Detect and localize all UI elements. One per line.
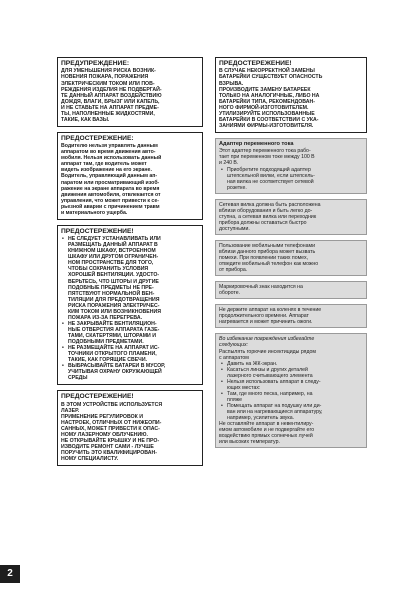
adapter-title: Адаптер переменного тока (219, 140, 294, 147)
damage-text: Распылять горючие инсектициды рядом с аппаратом (219, 348, 316, 361)
list-item: • Там, где много песка, например, на пляже (227, 391, 363, 403)
list-item: • Помещать аппарат на подушку или ди- ван или на нагревающиеся аппаратуру, например, усилитель звука. (227, 403, 363, 421)
phones-text: Пользование мобильными телефонами вблизи данного прибора может вызвать помехи. При появлении таких помех, отведите мобильный телефон как можно от прибора. (219, 242, 319, 274)
list-item: • ВЫБРАСЫВАЙТЕ БАТАРЕИ В МУСОР, УЧИТЫВАЯ ОХРАНУ ОКРУЖАЮЩЕЙ СРЕДЫ (68, 363, 199, 381)
caution-driver-box (57, 132, 203, 220)
list-item: • НЕ СЛЕДУЕТ УСТАНАВЛИВАТЬ ИЛИ РАЗМЕЩАТЬ ДАННЫЙ АППАРАТ В КНИЖНОМ ШКАФУ, ВСТРОЕННОМ ШКАФУ ИЛИ ДРУГОМ ОГРАНИЧЕН- НОМ ПРОСТРАНСТВЕ ДЛЯ ТОГО, ЧТОБЫ СОХРАНИТЬ УСЛОВИЯ ХОРОШЕЙ ВЕНТИЛЯЦИИ. УДОСТО- ВЕРЬТЕСЬ, ЧТО ШТОРЫ И ДРУГИЕ ПОДОБНЫЕ ПРЕДМЕТЫ НЕ ПРЕ- ПЯТСТВУЮТ НОРМАЛЬНОЙ ВЕН- ТИЛЯЦИИ ДЛЯ ПРЕДОТВРАЩЕНИЯ РИСКА ПОРАЖЕНИЯ ЭЛЕКТРИЧЕС- КИМ ТОКОМ ИЛИ ВОЗНИКНОВЕНИЯ ПОЖАРА ИЗ-ЗА ПЕРЕГРЕВА. (68, 236, 199, 321)
lap-text: Не держите аппарат на коленях в течение продолжительного времени. Аппарат нагревается и может причинить ожоги. (219, 307, 322, 326)
warning-text: ДЛЯ УМЕНЬШЕНИЯ РИСКА ВОЗНИК- НОВЕНИЯ ПОЖАРА, ПОРАЖЕНИЯ ЭЛЕКТРИЧЕСКИМ ТОКОМ ИЛИ ПОВ- РЕЖДЕНИЯ ИЗДЕЛИЯ НЕ ПОДВЕРГАЙ- ТЕ ДАННЫЙ АППАРАТ ВОЗДЕЙСТВИЮ ДОЖДЯ, ВЛАГИ, БРЫЗГ ИЛИ КАПЕЛЬ, И НЕ СТАВЬТЕ НА АППАРАТ ПРЕДМЕ- ТЫ, НАПОЛНЕННЫЕ ЖИДКОСТЯМИ, ТАКИЕ, КАК ВАЗЫ. (61, 68, 162, 123)
right-column (215, 57, 367, 453)
caution-title: ПРЕДОСТЕРЕЖЕНИЕ! (61, 227, 134, 235)
list-item: • НЕ РАЗМЕЩАЙТЕ НА АППАРАТ ИС- ТОЧНИКИ ОТКРЫТОГО ПЛАМЕНИ, ТАКИЕ, КАК ГОРЯЩИЕ СВЕЧИ. (68, 345, 199, 363)
adapter-text: Этот адаптер переменного тока рабо- тает при переменном токе между 100 В и 240 В. (219, 148, 315, 167)
caution-title: ПРЕДОСТЕРЕЖЕНИЕ: (61, 134, 134, 142)
page-number: 2 (0, 565, 20, 583)
caution-text: В ЭТОМ УСТРОЙСТВЕ ИСПОЛЬЗУЕТСЯ ЛАЗЕР. ПРИМЕНЕНИЕ РЕГУЛИРОВОК И НАСТРОЕК, ОТЛИЧНЫХ ОТ НИЖЕОПИ- САННЫХ, МОЖЕТ ПРИВЕСТИ К ОПАС- НОМУ ЛАЗЕРНОМУ ОБЛУЧЕНИЮ. НЕ ОТКРЫВАЙТЕ КРЫШКУ И НЕ ПРО- ИЗВОДИТЕ РЕМОНТ САМИ - ЛУЧШЕ ПОРУЧИТЬ ЭТО КВАЛИФИЦИРОВАН- НОМУ СПЕЦИАЛИСТУ. (61, 401, 163, 463)
damage-title: Во избежание повреждения избегайте следующих: (219, 336, 315, 349)
warning-fire-box (57, 57, 203, 127)
caution-title: ПРЕДОСТЕРЕЖЕНИЕ! (61, 393, 134, 401)
socket-text: Сетевая вилка должна быть расположена вблизи оборудования и быть легко до- ступна, а сетевая вилка или переходник прибора должны оставаться быстро доступными. (219, 201, 321, 232)
marking-note-box (215, 281, 367, 299)
marking-text: Маркировочный знак находится на обороте. (219, 284, 303, 297)
list-item: • Давить на ЖК-экран. (227, 361, 363, 367)
list-item: • НЕ ЗАКРЫВАЙТЕ ВЕНТИЛЯЦИОН- НЫЕ ОТВЕРСТИЯ АППАРАТА ГАЗЕ- ТАМИ, СКАТЕРТЯМИ, ШТОРАМИ И ПОДОБНЫМИ ПРЕДМЕТАМИ. (68, 321, 199, 345)
phones-note-box (215, 240, 367, 276)
damage-note-box (215, 333, 367, 448)
adapter-note-box (215, 138, 367, 194)
socket-note-box (215, 199, 367, 235)
damage-tail: Не оставляйте аппарат в невентилиру- емом автомобиле и не подвергайте его воздействию прямых солнечных лучей или высоких температур. (219, 421, 315, 446)
list-item: • Приобретите подходящий адаптер штепсельной вилки, если штепсель- ная вилка не соответствует сетевой розетке. (227, 167, 363, 191)
caution-text: В СЛУЧАЕ НЕКОРРЕКТНОЙ ЗАМЕНЫ БАТАРЕЙКИ СУЩЕСТВУЕТ ОПАСНОСТЬ ВЗРЫВА. ПРОИЗВОДИТЕ ЗАМЕНУ БАТАРЕЕК ТОЛЬКО НА АНАЛОГИЧНЫЕ, ЛИБО НА БАТАРЕЙКИ ТИПА, РЕКОМЕНДОВАН- НОГО ФИРМОЙ-ИЗГОТОВИТЕЛЕМ. УТИЛИЗИРУЙТЕ ИСПОЛЬЗОВАННЫЕ БАТАРЕЙКИ В СООТВЕТСТВИИ С УКА- ЗАНИЯМИ ФИРМЫ-ИЗГОТОВИТЕЛЯ. (219, 68, 323, 129)
caution-title: ПРЕДОСТЕРЕЖЕНИЕ! (219, 60, 292, 67)
left-column (57, 57, 203, 471)
caution-list (61, 236, 199, 381)
adapter-list (219, 167, 363, 191)
caution-ventilation-box (57, 225, 203, 386)
caution-laser-box (57, 390, 203, 466)
list-item: • Нельзя использовать аппарат в следу- ющих местах: (227, 379, 363, 391)
warning-title: ПРЕДУПРЕЖДЕНИЕ: (61, 60, 130, 67)
list-item: • Касаться линзы и других деталей лазерного считывающего элемента (227, 367, 363, 379)
caution-battery-box (215, 57, 367, 133)
damage-list (219, 361, 363, 421)
lap-note-box (215, 304, 367, 328)
caution-text: Водителю нельзя управлять данным аппаратом во время движения авто- мобиля. Нельзя использовать данный аппарат там, где водитель может видеть изображение на его экране. Водитель, управляющий данным ап- паратом или просматривающий изоб- ражение на экране аппарата во время движения автомобиля, отвлекается от управления, что может привести к се- рьезной аварии с причинением травм и материального ущерба. (61, 143, 162, 216)
